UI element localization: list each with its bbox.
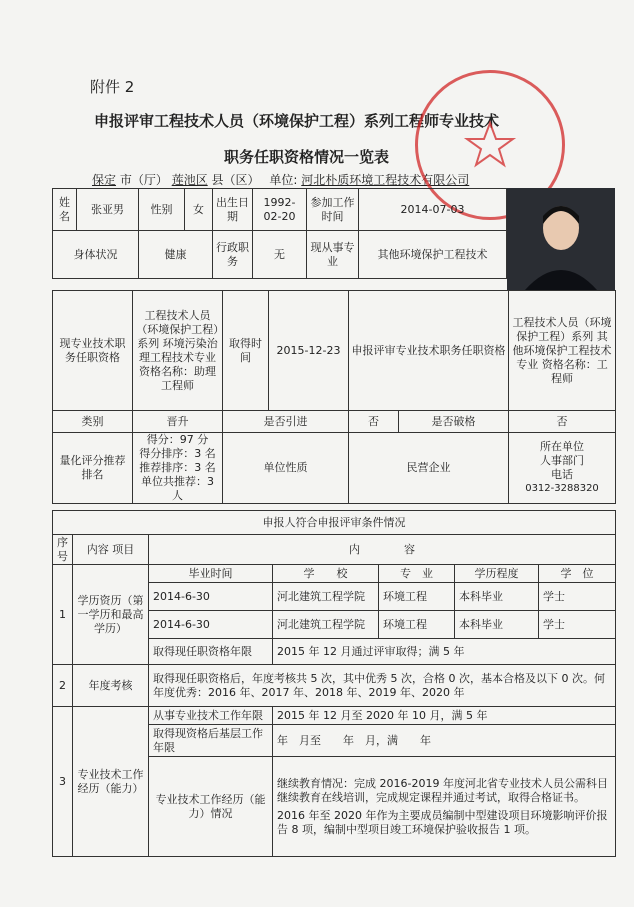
experience-label: 专业技术工作经历（能力）情况 [149,757,273,857]
edu-cell: 学士 [539,611,616,639]
category-label: 类别 [53,411,133,433]
obtain-time-value: 2015-12-23 [269,291,349,411]
edu-header: 学 校 [273,565,379,583]
health-label: 身体状况 [53,231,139,279]
unit-phone-label: 所在单位人事部门电话 [540,440,584,481]
basic-info-table [52,188,507,279]
edu-header: 专 业 [379,565,455,583]
edu-cell: 2014-6-30 [149,583,273,611]
row1-item: 学历资历（第一学历和最高学历） [73,565,149,665]
edu-cell: 本科毕业 [455,611,539,639]
grassroots-years-value: 年 月至 年 月，满 年 [273,725,616,757]
current-qual-label: 现专业技术职务任职资格 [53,291,133,411]
row1-no: 1 [53,565,73,665]
obtain-time-label: 取得时间 [223,291,269,411]
qualification-table [52,290,616,504]
county-suffix: 县（区） [211,173,260,187]
unit-nature-label: 单位性质 [223,433,349,504]
unit-name: 河北朴质环境工程技术有限公司 [301,173,470,187]
current-qual-years-label: 取得现任职资格年限 [149,639,273,665]
location-line [92,171,469,188]
conditions-table [52,510,616,857]
edu-cell: 环境工程 [379,611,455,639]
apply-qual-value: 工程技术人员（环境保护工程）系列 其他环境保护工程技术 专业 资格名称：工程师 [509,291,616,411]
edu-cell: 学士 [539,583,616,611]
edu-header: 毕业时间 [149,565,273,583]
county-value: 莲池区 [171,173,208,187]
birth-value: 1992-02-20 [253,189,307,231]
introduced-label: 是否引进 [223,411,349,433]
current-major-label: 现从事专业 [307,231,359,279]
item-header: 内容 项目 [73,535,149,565]
work-start-value: 2014-07-03 [359,189,507,231]
annual-review-text: 取得现任职资格后，年度考核共 5 次，其中优秀 5 次，合格 0 次，基本合格及以下 0 次。何年度优秀：2016 年、2017 年、2018 年、2019 年、2020 年 [149,665,616,707]
form-title-line2: 职务任职资格情况一览表 [224,148,390,166]
apply-qual-label: 申报评审专业技术职务任职资格 [349,291,509,411]
experience-paragraph: 2016 年至 2020 年作为主要成员编制中型建设项目环境影响评价报告 8 项，编制中型项目竣工环境保护验收报告 1 项。 [277,808,608,836]
form-title-line1: 申报评审工程技术人员（环境保护工程）系列工程师专业技术 [94,112,500,130]
work-start-label: 参加工作时间 [307,189,359,231]
unit-label: 单位: [269,173,298,187]
score-line: 单位共推荐：3 人 [141,475,214,502]
conditions-title: 申报人符合申报评审条件情况 [53,511,616,535]
experience-text [273,757,616,857]
name-label: 姓名 [53,189,77,231]
work-years-label: 从事专业技术工作年限 [149,707,273,725]
introduced-value: 否 [349,411,399,433]
applicant-photo [507,188,615,290]
birth-label: 出生日期 [213,189,253,231]
city-value: 保定 [92,173,117,187]
grassroots-years-label: 取得现资格后基层工作年限 [149,725,273,757]
row3-no: 3 [53,707,73,857]
score-block [133,433,223,504]
current-qual-years-value: 2015 年 12 月通过评审取得；满 5 年 [273,639,616,665]
attachment-label: 附件 2 [90,78,135,96]
city-suffix: 市（厅） [119,173,168,187]
content-header: 内 容 [149,535,616,565]
category-value: 晋升 [133,411,223,433]
seq-header: 序号 [53,535,73,565]
score-line: 得分：97 分 [146,433,209,446]
edu-cell: 河北建筑工程学院 [273,611,379,639]
work-years-value: 2015 年 12 月至 2020 年 10 月，满 5 年 [273,707,616,725]
row2-no: 2 [53,665,73,707]
exceptional-value: 否 [509,411,616,433]
admin-value: 无 [253,231,307,279]
row2-item: 年度考核 [73,665,149,707]
exceptional-label: 是否破格 [399,411,509,433]
current-major-value: 其他环境保护工程技术 [359,231,507,279]
unit-phone-cell [509,433,616,504]
gender-value: 女 [185,189,213,231]
current-qual-value: 工程技术人员（环境保护工程）系列 环境污染治理工程技术专业 资格名称：助理工程师 [133,291,223,411]
unit-nature-value: 民营企业 [349,433,509,504]
gender-label: 性别 [139,189,185,231]
edu-cell: 环境工程 [379,583,455,611]
edu-cell: 2014-6-30 [149,611,273,639]
edu-cell: 本科毕业 [455,583,539,611]
experience-paragraph: 继续教育情况：完成 2016-2019 年度河北省专业技术人员公需科目继续教育在线培训，完成规定课程并通过考试，取得合格证书。 [277,776,608,804]
edu-cell: 河北建筑工程学院 [273,583,379,611]
score-label: 量化评分推荐排名 [53,433,133,504]
edu-header: 学 位 [539,565,616,583]
admin-label: 行政职务 [213,231,253,279]
row3-item: 专业技术工作经历（能力） [73,707,149,857]
name-value: 张亚男 [77,189,139,231]
score-line: 得分排序：3 名 [139,447,216,460]
health-value: 健康 [139,231,213,279]
edu-header: 学历程度 [455,565,539,583]
unit-phone-value: 0312-3288320 [525,483,599,494]
score-line: 推荐排序：3 名 [139,461,216,474]
